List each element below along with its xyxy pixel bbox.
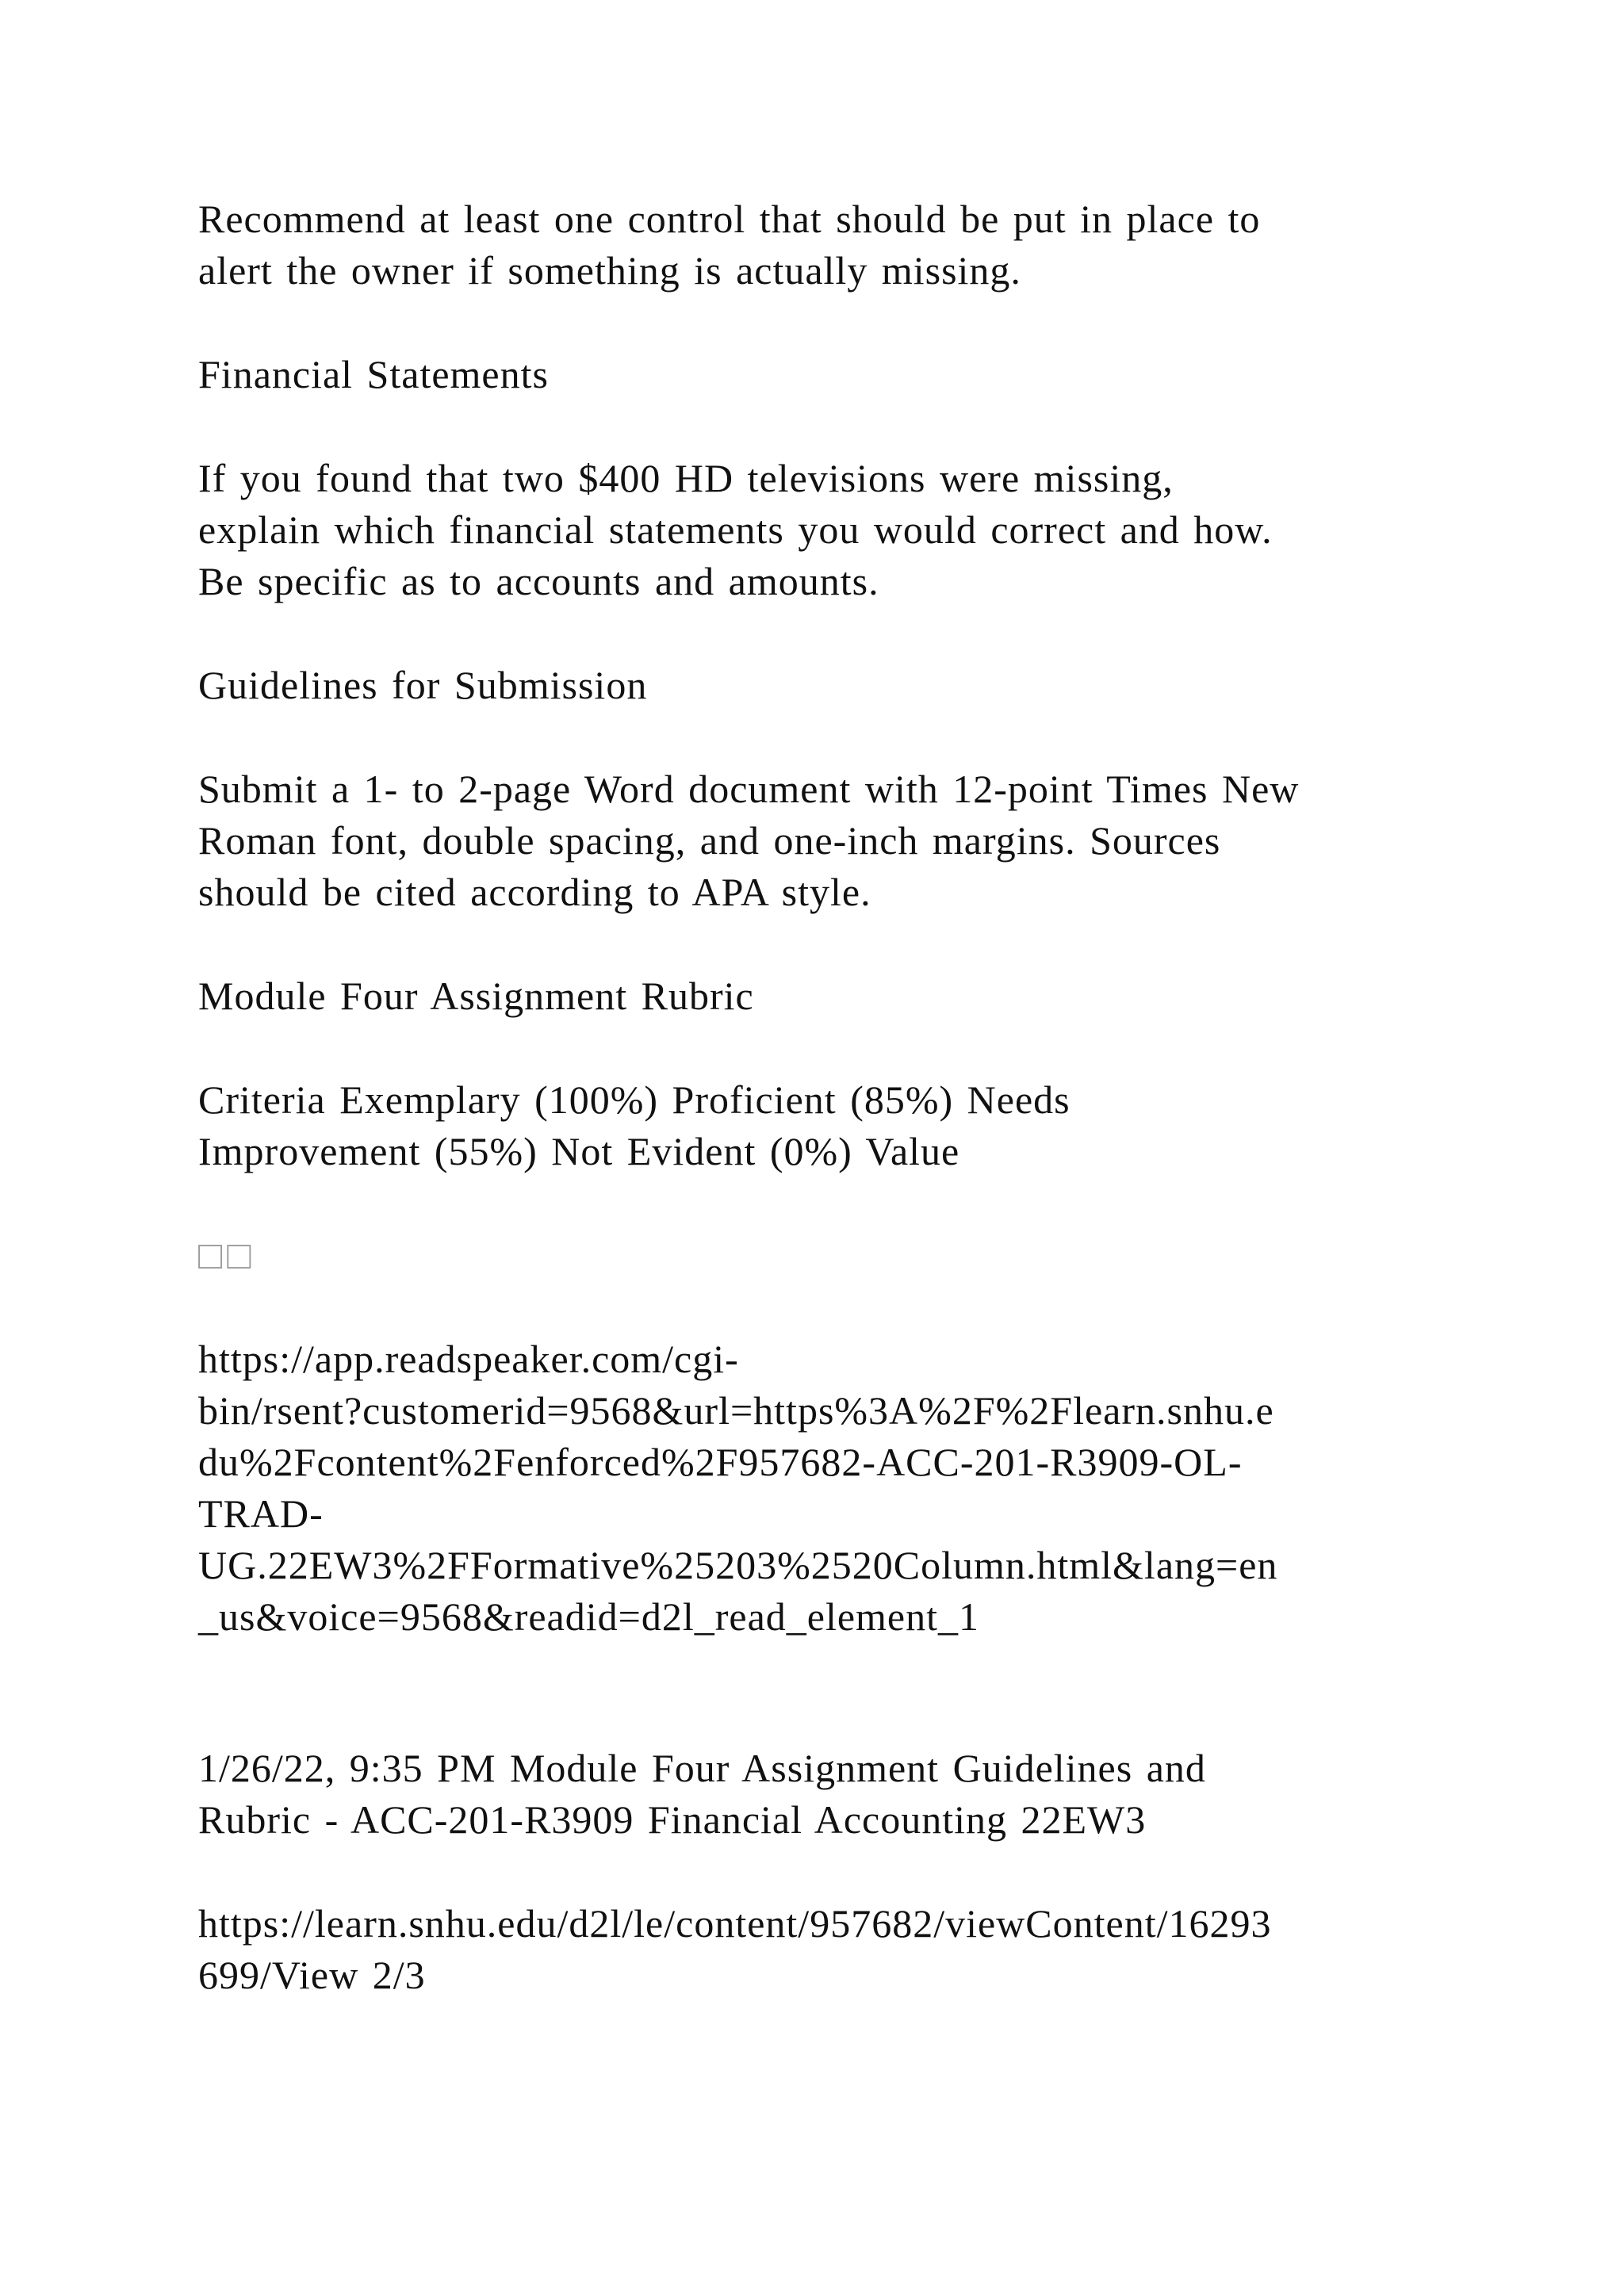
url-line: _us&voice=9568&readid=d2l_read_element_1 [198,1594,980,1639]
text-line: Be specific as to accounts and amounts. [198,559,879,603]
text-line: 1/26/22, 9:35 PM Module Four Assignment Guidelines and [198,1746,1206,1790]
text-line: Improvement (55%) Not Evident (0%) Value [198,1129,960,1173]
paragraph-missing-televisions [198,453,1435,607]
text-line: Criteria Exemplary (100%) Proficient (85%) Needs [198,1077,1071,1122]
url-line: https://app.readspeaker.com/cgi- [198,1337,739,1381]
text-line: should be cited according to APA style. [198,870,871,914]
heading-text: Financial Statements [198,352,549,396]
url-line: du%2Fcontent%2Fenforced%2F957682-ACC-201-R3909-OL- [198,1440,1243,1484]
heading-financial-statements [198,349,1435,400]
text-line: explain which financial statements you would correct and how. [198,507,1273,552]
document-content [198,193,1435,2053]
readspeaker-url-block [198,1334,1435,1643]
text-line: Submit a 1- to 2-page Word document with 12-point Times New [198,767,1300,811]
heading-text: Guidelines for Submission [198,663,648,707]
page-number-line: 699/View 2/3 [198,1953,426,1997]
print-header-timestamp-title [198,1743,1435,1846]
text-line: Roman font, double spacing, and one-inch margins. Sources [198,818,1221,863]
heading-module-four-rubric [198,970,1435,1022]
print-footer-url [198,1898,1435,2001]
text-line: Rubric - ACC-201-R3909 Financial Accounting 22EW3 [198,1797,1147,1842]
heading-guidelines-for-submission [198,660,1435,711]
url-line: UG.22EW3%2FFormative%25203%2520Column.html&lang=en [198,1543,1278,1587]
url-line: https://learn.snhu.edu/d2l/le/content/957682/viewContent/16293 [198,1901,1272,1946]
paragraph-recommend-control [198,193,1435,297]
url-line: TRAD- [198,1491,324,1536]
paragraph-rubric-criteria [198,1074,1435,1177]
heading-text: Module Four Assignment Rubric [198,974,754,1018]
text-line: alert the owner if something is actually missing. [198,248,1021,293]
url-line: bin/rsent?customerid=9568&url=https%3A%2F%2Flearn.snhu.e [198,1388,1274,1433]
placeholder-glyphs-line [198,1230,1435,1281]
text-line: Recommend at least one control that should be put in place to [198,197,1261,241]
text-line: If you found that two $400 HD televisions were missing, [198,456,1174,500]
paragraph-submission-requirements [198,763,1435,918]
missing-glyph-boxes: □□ [198,1233,256,1277]
